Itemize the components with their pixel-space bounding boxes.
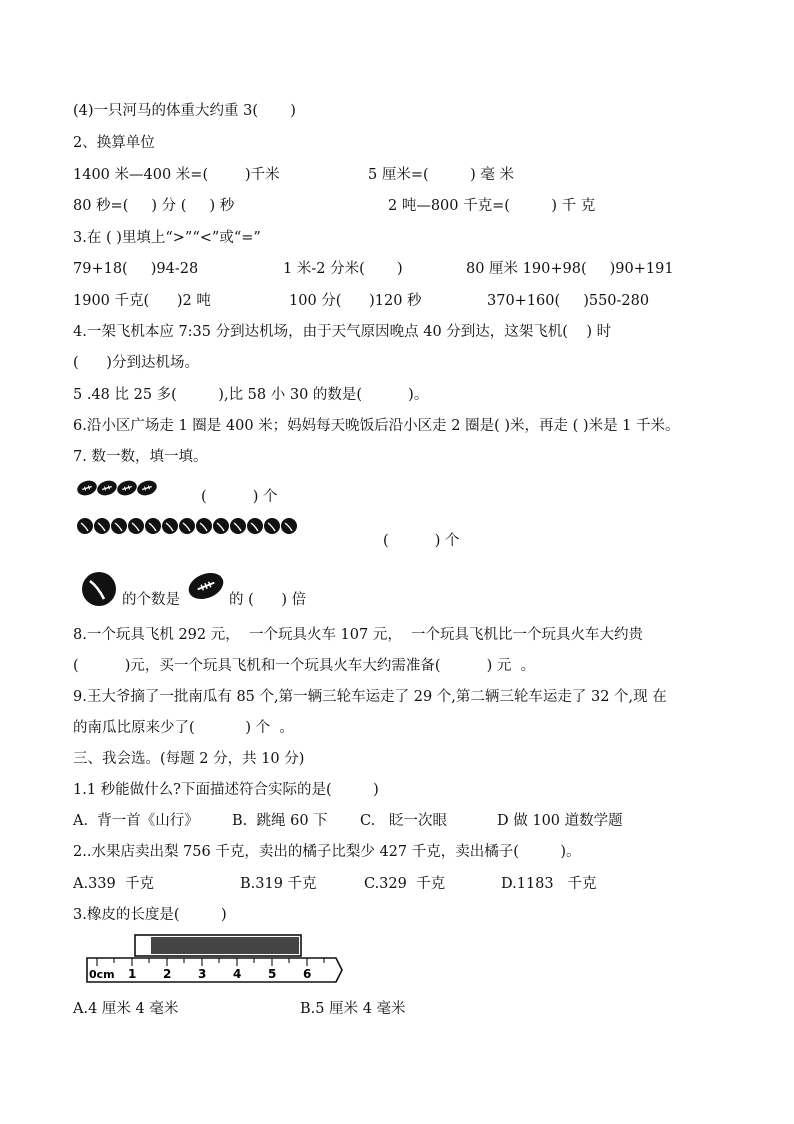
question-pumpkins-cont: 的南瓜比原来少了( ) 个 。 (73, 720, 294, 736)
question-number-difference: 5 .48 比 25 多( ),比 58 小 30 的数是( )。 (73, 387, 429, 403)
small-ball-count-blank: ( ) 个 (383, 533, 460, 549)
choice-d-1183: D.1183 千克 (501, 876, 597, 892)
choice-d-math: D 做 100 道数学题 (497, 813, 623, 829)
ball-icon (230, 518, 246, 534)
compare-item-3: 80 厘米 190+98( )90+191 (466, 261, 674, 277)
choice-b-5cm4mm: B.5 厘米 4 毫米 (300, 1001, 406, 1017)
ball-icon (145, 518, 161, 534)
question-fruit-store: 2..水果店卖出梨 756 千克，卖出的橘子比梨少 427 千克，卖出橘子( )。 (73, 844, 581, 860)
ball-icon (281, 518, 297, 534)
compare-item-5: 100 分( )120 秒 (289, 293, 422, 309)
ball-icon (264, 518, 280, 534)
big-ball-icons (77, 479, 161, 497)
question-one-second: 1.1 秒能做什么?下面描述符合实际的是( ) (73, 782, 379, 798)
ball-icon (94, 518, 110, 534)
question-hippo-weight: (4)一只河马的体重大约重 3( ) (73, 103, 296, 119)
conversion-seconds-to-minutes: 80 秒=( ) 分 ( ) 秒 (73, 198, 235, 214)
question-pumpkins: 9.王大爷摘了一批南瓜有 85 个,第一辆三轮车运走了 29 个,第二辆三轮车运走了 32 个,现 在 (73, 689, 667, 705)
rugby-ball-icon (77, 479, 99, 497)
ruler-unit-label: 0cm (89, 968, 115, 981)
rugby-ball-icon (187, 571, 225, 601)
question-airplane-arrival: 4.一架飞机本应 7:35 分到达机场，由于天气原因晚点 40 分到达，这架飞机( ) 时 (73, 324, 612, 340)
ruler-with-eraser (84, 932, 346, 984)
eraser-shading (151, 937, 299, 954)
ball-icon (77, 518, 93, 534)
compare-item-4: 1900 千克( )2 吨 (73, 293, 211, 309)
choice-c-blink: C. 眨一次眼 (360, 813, 448, 829)
ratio-text-count: 的个数是 (122, 592, 180, 608)
ruler-figure (84, 932, 346, 984)
choice-b-jump-rope: B. 跳绳 60 下 (232, 813, 328, 829)
ball-icon (213, 518, 229, 534)
conversion-tons-to-kg: 2 吨—800 千克=( ) 千 克 (388, 198, 596, 214)
ball-icon (247, 518, 263, 534)
rugby-ball-icon (135, 479, 158, 497)
ball-icon (111, 518, 127, 534)
ratio-text-times: 的 ( ) 倍 (229, 592, 307, 608)
compare-item-6: 370+160( )550-280 (487, 293, 650, 309)
ball-icon (128, 518, 144, 534)
ball-icon (196, 518, 212, 534)
choice-c-329: C.329 千克 (364, 876, 446, 892)
conversion-cm-to-mm: 5 厘米=( ) 毫 米 (368, 167, 514, 183)
ruler-tick-label: 4 (233, 967, 242, 981)
ball-icon (162, 518, 178, 534)
ruler-tick-label: 1 (128, 967, 137, 981)
conversion-meters-to-km: 1400 米—400 米=( )千米 (73, 167, 280, 183)
choice-a-339: A.339 千克 (73, 876, 154, 892)
ratio-big-ball (187, 571, 225, 601)
ruler-tick-label: 3 (198, 967, 207, 981)
choice-a-4cm4mm: A.4 厘米 4 毫米 (73, 1001, 179, 1017)
question-count-fill: 7. 数一数，填一填。 (73, 449, 208, 465)
section-compare-fill: 3.在 ( )里填上“>”“<”或“=” (73, 230, 261, 246)
big-ball-count-blank: ( ) 个 (201, 489, 278, 505)
question-airplane-arrival-cont: ( )分到达机场。 (73, 355, 199, 371)
big-ball-row (77, 479, 161, 497)
question-eraser-length: 3.橡皮的长度是( ) (73, 907, 227, 923)
ruler-tick-label: 6 (303, 967, 312, 981)
ruler-tick-label: 2 (163, 967, 172, 981)
small-ball-icons (77, 517, 299, 535)
ruler-tick-label: 5 (268, 967, 277, 981)
question-walking-distance: 6.沿小区广场走 1 圈是 400 米；妈妈每天晚饭后沿小区走 2 圈是( )米，再走 ( )米是 1 千米。 (73, 418, 680, 434)
ball-icon (179, 518, 195, 534)
ball-icon (80, 571, 118, 607)
rugby-ball-icon (95, 479, 118, 497)
ratio-small-ball (80, 571, 118, 607)
choice-b-319: B.319 千克 (240, 876, 317, 892)
choice-a-poem: A. 背一首《山行》 (73, 813, 199, 829)
compare-item-1: 79+18( )94-28 (73, 261, 199, 277)
section-multiple-choice: 三、我会选。(每题 2 分，共 10 分) (73, 751, 305, 767)
section-unit-conversion: 2、换算单位 (73, 135, 155, 151)
small-ball-row (77, 517, 299, 535)
rugby-ball-icon (115, 479, 138, 497)
question-toy-price-cont: ( )元，买一个玩具飞机和一个玩具火车大约需准备( ) 元 。 (73, 658, 536, 674)
question-toy-price: 8.一个玩具飞机 292 元， 一个玩具火车 107 元， 一个玩具飞机比一个玩具火车大约贵 (73, 627, 644, 643)
compare-item-2: 1 米-2 分米( ) (283, 261, 403, 277)
